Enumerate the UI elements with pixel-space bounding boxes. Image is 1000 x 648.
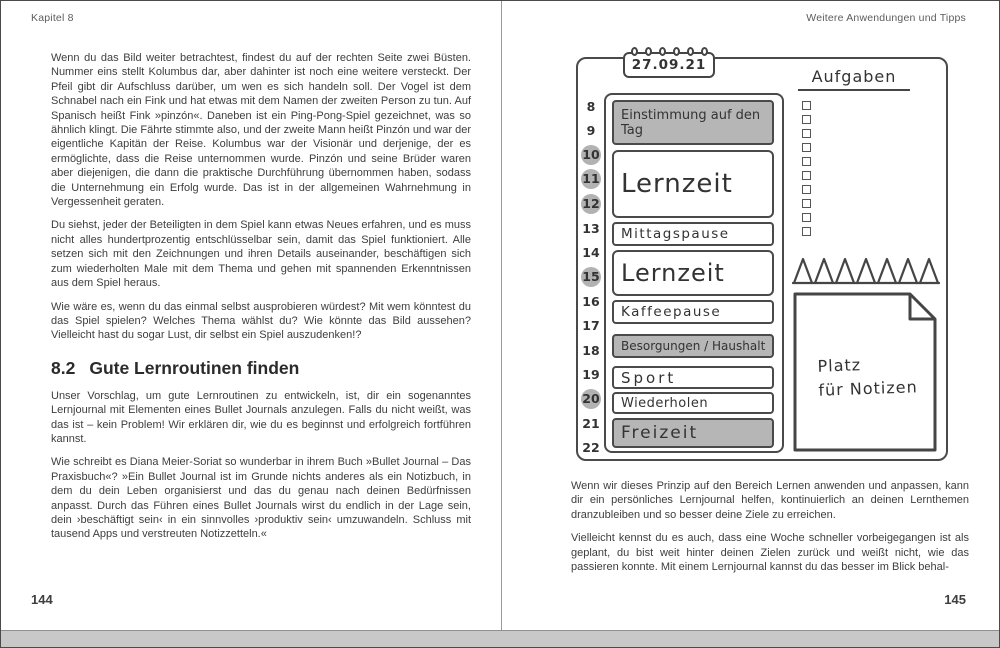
schedule-box — [604, 93, 784, 453]
hour-label: 14 — [582, 245, 600, 261]
paragraph: Wenn wir dieses Prinzip auf den Bereich Lernen anwenden und anpassen, kann dir ein persönliches Lernjournal helfen, kontinuierlich an deinen Lernthemen dranzubleiben und so besser deine Ziele zu erreichen. — [571, 480, 969, 521]
schedule-entry: Sport — [612, 366, 774, 389]
hour-label: 18 — [582, 342, 600, 358]
spiral-binding-icon — [673, 47, 680, 56]
checkbox-icon — [802, 227, 811, 236]
tasks-heading: Aufgaben — [798, 67, 910, 91]
hour-label: 9 — [586, 123, 596, 139]
hour-label-circled: 20 — [578, 387, 604, 411]
section-number: 8.2 — [51, 357, 76, 378]
hour-label: 19 — [582, 366, 600, 382]
checkbox-icon — [802, 213, 811, 222]
garland-decoration-icon — [792, 255, 940, 285]
hour-label-circled: 11 — [578, 167, 604, 191]
page-divider — [501, 1, 502, 632]
hour-label: 22 — [582, 440, 600, 456]
paragraph: Du siehst, jeder der Beteiligten in dem Spiel kann etwas Neues erfahren, und es muss nicht alles hundertprozentig entschlüsselbar sein, damit das Spiel funktioniert. Alle setzen sich mit den Zeichnungen und ihren Details auseinander, beschäftigen sich zum wiederholten Male mit dem Thema und gehen mit spannenden Erkenntnissen aus dem Spiel heraus. — [51, 219, 471, 290]
paragraph: Unser Vorschlag, um gute Lernroutinen zu entwickeln, ist, dir ein sogenanntes Lernjournal mit Elementen eines Bullet Journals anzulegen. Falls du nicht weißt, was das ist – kein Problem! Wir erklären dir, wie du es beginnst und erfolgreich fortführen kannst. — [51, 389, 471, 445]
task-checkbox-list — [802, 101, 811, 236]
hour-label-circled: 15 — [578, 265, 604, 289]
left-text-column — [51, 51, 471, 551]
date-tab — [623, 52, 715, 78]
checkbox-icon — [802, 143, 811, 152]
hour-label-circled: 12 — [578, 192, 604, 216]
hour-label-circled: 10 — [578, 143, 604, 167]
schedule-entry: Wiederholen — [612, 392, 774, 414]
schedule-entry: Freizeit — [612, 418, 774, 448]
spiral-binding-icon — [701, 47, 708, 56]
schedule-entry: Mittagspause — [612, 222, 774, 246]
checkbox-icon — [802, 171, 811, 180]
right-text-column — [571, 479, 969, 583]
paragraph: Vielleicht kennst du es auch, dass eine Woche schneller vorbeigegangen ist als geplant, du bist weit hinter deinen Zielen zurück und weißt nicht, wie das passieren konnte. Mit einem Lernjournal kannst du das besser im Blick behal- — [571, 532, 969, 574]
paragraph: Wie wäre es, wenn du das einmal selbst ausprobieren würdest? Mit wem könntest du das Spiel spielen? Welches Thema wählst du? Wie könnte das Bild aussehen? Vielleicht hast du sogar Lust, dir selbst ein Spiel auszudenken!? — [51, 300, 471, 342]
journal-date: 27.09.21 — [631, 57, 707, 73]
journal-illustration — [576, 57, 948, 461]
paragraph: Wie schreibt es Diana Meier-Soriat so wunderbar in ihrem Buch »Bullet Journal – Das Praxisbuch«? »Ein Bullet Journal ist im Grunde nichts anderes als ein Notizbuch, in dem du dein Leben organisierst und das du genau nach deinen Bedürfnissen anpasst. Durch das Führen eines Bullet Journals wirst du endlich in der Lage sein, dein ›beschäftigt sein‹ in ein sinnvolles ›produktiv sein‹ umzuwandeln. Schluss mit tausend Apps und verstreuten Notizzetteln.« — [51, 456, 471, 541]
checkbox-icon — [802, 101, 811, 110]
notes-paper — [792, 291, 938, 453]
hour-label: 17 — [582, 318, 600, 334]
checkbox-icon — [802, 115, 811, 124]
page-number-left: 144 — [31, 592, 53, 607]
schedule-entry: Lernzeit — [612, 150, 774, 218]
schedule-entry: Besorgungen / Haushalt — [612, 334, 774, 358]
schedule-entry: Lernzeit — [612, 250, 774, 296]
spiral-binding-icon — [659, 47, 666, 56]
schedule-entry: Kaffeepause — [612, 300, 774, 324]
checkbox-icon — [802, 129, 811, 138]
section-title: Gute Lernroutinen finden — [89, 357, 300, 378]
notes-label: Platz für Notizen — [817, 355, 918, 400]
page-number-right: 145 — [944, 592, 966, 607]
page-bottom-edge — [1, 630, 999, 647]
checkbox-icon — [802, 185, 811, 194]
hour-label: 16 — [582, 293, 600, 309]
running-head-right: Weitere Anwendungen und Tipps — [806, 12, 966, 24]
hour-label: 13 — [582, 220, 600, 236]
running-head-left: Kapitel 8 — [31, 12, 74, 24]
hour-label: 8 — [586, 98, 596, 114]
checkbox-icon — [802, 199, 811, 208]
paragraph: Wenn du das Bild weiter betrachtest, findest du auf der rechten Seite zwei Büsten. Nummer eins stellt Kolumbus dar, aber dahinter ist noch eine weitere versteckt. Der Pfeil gibt dir Aufschluss darüber, um wen es sich handeln soll. Der Vogel ist dem Schnabel nach ein Fink und hat etwas mit dem Namen der zweiten Person zu tun. Auf Spanisch heißt Fink »pinzón«. Daneben ist ein Ping-Pong-Spiel gezeichnet, was so ähnlich klingt. Die Fährte stimmte also, und der zweite Mann heißt Pinzón und war der eigentliche Kapitän der Reise. Kolumbus war der Visionär und derjenige, der es ermöglichte, dass die Reise unternommen wurde. Pinzón und seine Brüder waren aber diejenigen, die dann die praktische Durchführung übernommen haben, sodass die Unternehmung ein Erfolg wurde. Das ist in der allgemeinen Wahrnehmung in Vergessenheit geraten. — [51, 52, 471, 209]
spiral-binding-icon — [687, 47, 694, 56]
schedule-entry: Einstimmung auf den Tag — [612, 100, 774, 145]
section-heading — [51, 358, 471, 379]
spiral-binding-icon — [631, 47, 638, 56]
hour-column — [578, 94, 604, 460]
spiral-binding-icon — [645, 47, 652, 56]
hour-label: 21 — [582, 415, 600, 431]
checkbox-icon — [802, 157, 811, 166]
